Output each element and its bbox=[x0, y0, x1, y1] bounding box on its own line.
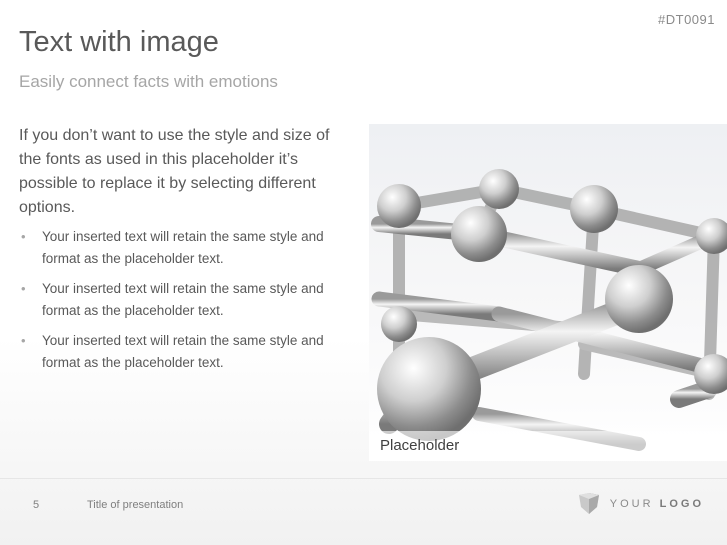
bullet-dot: • bbox=[21, 281, 26, 296]
bullet-text: Your inserted text will retain the same style and format as the placeholder text. bbox=[42, 229, 324, 266]
bullet-text: Your inserted text will retain the same style and format as the placeholder text. bbox=[42, 281, 324, 318]
shield-logo-icon bbox=[578, 493, 600, 515]
bullet-list bbox=[19, 226, 349, 373]
logo-word-logo: LOGO bbox=[659, 498, 704, 510]
slide-subtitle[interactable]: Easily connect facts with emotions bbox=[19, 72, 278, 91]
molecular-lattice-image bbox=[369, 124, 727, 461]
page-number: 5 bbox=[33, 499, 40, 511]
slide-footer bbox=[0, 478, 727, 545]
image-caption: Placeholder bbox=[369, 431, 727, 461]
bullet-item bbox=[19, 330, 349, 373]
text-placeholder[interactable] bbox=[19, 124, 349, 382]
bullet-dot: • bbox=[21, 333, 26, 348]
document-code: #DT0091 bbox=[658, 12, 715, 27]
bullet-item bbox=[19, 226, 349, 269]
bullet-text: Your inserted text will retain the same style and format as the placeholder text. bbox=[42, 333, 324, 370]
bullet-item bbox=[19, 278, 349, 321]
presentation-title[interactable]: Title of presentation bbox=[87, 499, 184, 511]
bullet-dot: • bbox=[21, 229, 26, 244]
slide-title[interactable]: Text with image bbox=[19, 26, 219, 58]
logo-text bbox=[610, 498, 704, 510]
company-logo[interactable] bbox=[578, 493, 704, 515]
image-placeholder[interactable] bbox=[369, 124, 727, 461]
logo-word-your: YOUR bbox=[609, 498, 654, 510]
intro-paragraph: If you don’t want to use the style and size of the fonts as used in this placeholder it’s possible to replace it by selecting different options. bbox=[19, 127, 330, 216]
